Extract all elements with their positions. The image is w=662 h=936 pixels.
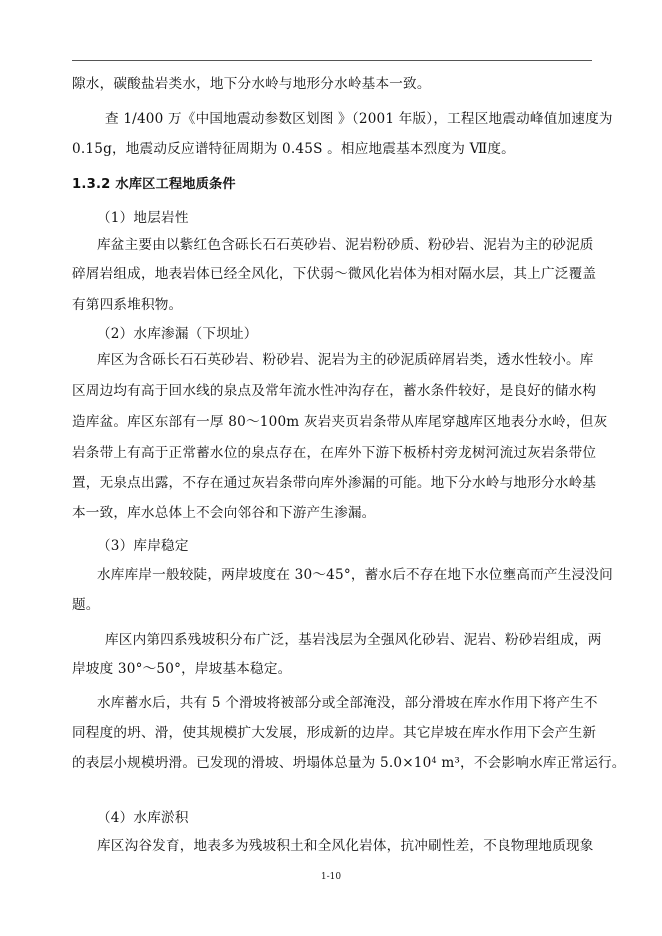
- text-line: 本一致，库水总体上不会向邻谷和下游产生渗漏。: [72, 505, 376, 521]
- text-line: 库区内第四系残坡积分布广泛，基岩浅层为全强风化砂岩、泥岩、粉砂岩组成，两: [105, 632, 602, 648]
- page-number: 1-10: [320, 872, 342, 882]
- text-line: 0.15g，地震动反应谱特征周期为 0.45S 。相应地震基本烈度为 Ⅶ度。: [72, 141, 515, 157]
- text-line: 隙水，碳酸盐岩类水，地下分水岭与地形分水岭基本一致。: [72, 76, 431, 92]
- text-line: 岸坡度 30°～50°，岸坡基本稳定。: [72, 661, 292, 677]
- text-line: 库区为含砾长石石英砂岩、粉砂岩、泥岩为主的砂泥质碎屑岩类，透水性较小。库: [97, 352, 594, 368]
- text-line: 置，无泉点出露，不存在通过灰岩条带向库外渗漏的可能。地下分水岭与地形分水岭基: [72, 475, 597, 491]
- header-rule: [72, 60, 592, 61]
- text-line: 有第四系堆积物。: [72, 297, 183, 313]
- text-line: 查 1/400 万《中国地震动参数区划图 》（2001 年版），工程区地震动峰值加速度为: [105, 111, 613, 127]
- text-line: 同程度的坍、滑，使其规模扩大发展，形成新的边岸。其它岸坡在库水作用下会产生新: [72, 725, 597, 741]
- volume-text: 的表层小规模坍滑。已发现的滑坡、坍塌体总量为 5.0×10: [72, 755, 432, 771]
- subsection-heading: （3）库岸稳定: [97, 538, 189, 554]
- text-line: 库盆主要由以紫红色含砾长石石英砂岩、泥岩粉砂质、粉砂岩、泥岩为主的砂泥质: [97, 237, 594, 253]
- text-line: 库区沟谷发育，地表多为残坡积土和全风化岩体，抗冲刷性差，不良物理地质现象: [97, 838, 594, 854]
- text-line: 区周边均有高于回水线的泉点及常年流水性冲沟存在，蓄水条件较好，是良好的储水构: [72, 383, 597, 399]
- subsection-heading: （4）水库淤积: [97, 810, 189, 826]
- volume-text-rest: m³，不会影响水库正常运行。: [436, 755, 626, 771]
- text-line: 碎屑岩组成，地表岩体已经全风化，下伏弱～微风化岩体为相对隔水层，其上广泛覆盖: [72, 266, 597, 282]
- subsection-heading: （1）地层岩性: [97, 210, 189, 226]
- text-line: 岩条带上有高于正常蓄水位的泉点存在，在库外下游下板桥村旁龙树河流过灰岩条带位: [72, 445, 597, 461]
- volume-exponent: 4: [431, 756, 437, 765]
- text-line: 题。: [72, 597, 100, 613]
- section-heading: 1.3.2 水库区工程地质条件: [72, 177, 236, 192]
- subsection-heading: （2）水库渗漏（下坝址）: [97, 326, 258, 342]
- text-line: 造库盆。库区东部有一厚 80～100m 灰岩夹页岩条带从库尾穿越库区地表分水岭，但灰: [72, 414, 608, 430]
- text-line: 水库库岸一般较陡，两岸坡度在 30～45°，蓄水后不存在地下水位壅高而产生浸没问: [97, 567, 613, 583]
- text-line: 水库蓄水后，共有 5 个滑坡将被部分或全部淹没，部分滑坡在库水作用下将产生不: [97, 695, 598, 711]
- text-line-volume: [72, 755, 626, 771]
